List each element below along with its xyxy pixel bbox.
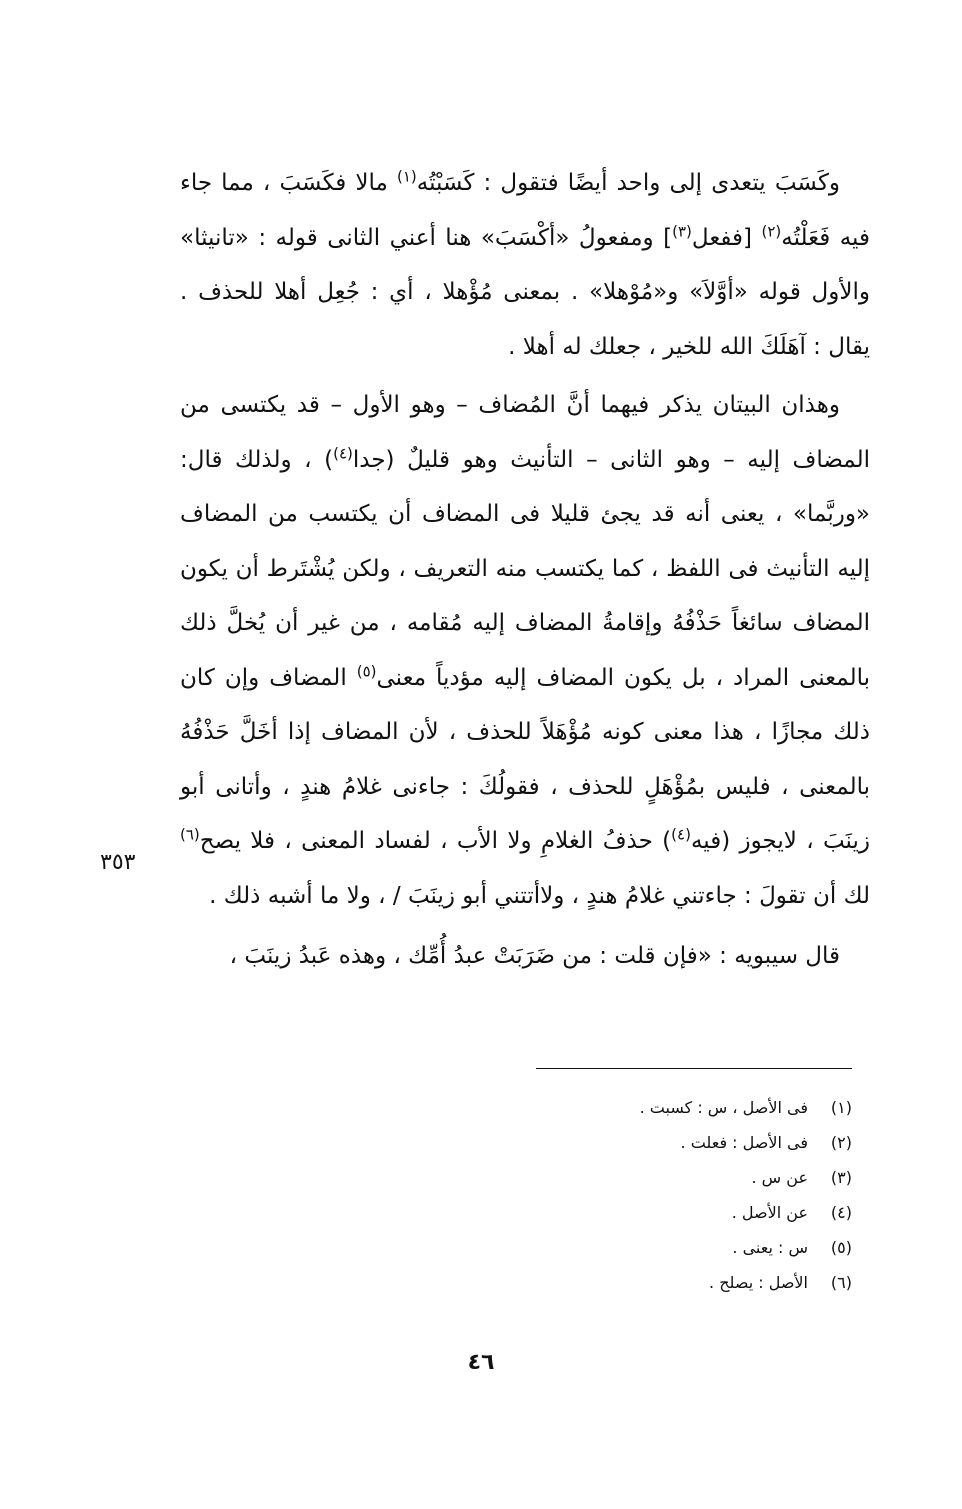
- footnotes-list: [452, 1090, 852, 1300]
- footnote-number: (٦): [830, 1273, 852, 1292]
- paragraph-2-text-3: المضاف وإن كان ذلك مجازًا ، هذا معنى كونه مُؤْهَلاً للحذف ، لأن المضاف إذا أخَلَّ حَذْفُهُ بالمعنى ، فليس بمُؤْهَلٍ للحذف ، فقولُكَ : جاءنى غلامُ هندٍ ، وأتانى أبو زينَبَ ، لايجوز (فيه: [180, 664, 870, 854]
- footnote-number: (٤): [830, 1203, 852, 1222]
- footnote-marker: (٤): [333, 443, 353, 462]
- footnote-marker: (٤): [671, 825, 691, 844]
- footnote-text: الأصل : يصلح .: [709, 1273, 808, 1292]
- paragraph-1-text-1: وكَسَبَ يتعدى إلى واحد أيضًا فتقول : كَسَبْتُه: [416, 170, 840, 196]
- paragraph-1-text-2: مالا فكَسَبَ ، مما جاء فيه فَعَلْتُه: [180, 170, 870, 251]
- paragraph-2: [180, 378, 870, 923]
- footnote-marker: (٣): [672, 221, 692, 240]
- main-text: [180, 156, 870, 984]
- footnote-marker: (٢): [761, 221, 782, 240]
- footnote-text: عن الأصل .: [731, 1203, 808, 1222]
- footnote-item: [452, 1230, 852, 1265]
- footnote-item: [452, 1195, 852, 1230]
- paragraph-2-text-5: لك أن تقولَ : جاءتني غلامُ هندٍ ، ولاأتتني أبو زينَبَ / ، ولا ما أشبه ذلك .: [209, 882, 870, 909]
- footnote-text: عن س .: [751, 1168, 808, 1187]
- footnote-number: (٥): [830, 1238, 852, 1257]
- footnote-marker: (٦): [180, 825, 200, 844]
- footnote-number: (١): [830, 1098, 852, 1117]
- paragraph-1-text-4: ] ومفعولُ «أكْسَبَ» هنا أعني الثانى قوله : «تانيثا» والأول قوله «أوَّلاَ» و«مُوْهلا» . بمعنى مُؤْهلا ، أي : جُعِل أهلا للحذف . يقال : آهَلَكَ الله للخير ، جعلك له أهلا .: [180, 224, 870, 360]
- footnote-marker: (٥): [356, 661, 377, 680]
- paragraph-1: [180, 156, 870, 374]
- paragraph-2-text-4: ) حذفُ الغلامِ ولا الأب ، لفساد المعنى ، فلا يصح: [199, 828, 672, 854]
- margin-page-reference: ٣٥٣: [100, 850, 136, 875]
- footnote-item: [452, 1125, 852, 1160]
- paragraph-3: قال سيبويه : «فإن قلت : من ضَرَبَتْ عبدُ أُمِّك ، وهذه عَبدُ زينَبَ ،: [229, 943, 840, 969]
- footnote-text: فى الأصل : فعلت .: [680, 1133, 808, 1152]
- footnote-item: [452, 1090, 852, 1125]
- paragraph-2-text-1: وهذان البيتان يذكر فيهما أنَّ المُضاف – وهو الأول – قد يكتسى من المضاف إليه – وهو الثانى – التأنيث وهو قليلٌ (جدا: [180, 392, 871, 473]
- footnote-number: (٢): [830, 1133, 852, 1152]
- paragraph-2-text-2: ) ، ولذلك قال: «وربَّما» ، يعنى أنه قد يجئ قليلا فى المضاف أن يكتسب من المضاف إليه التأنيث فى اللفظ ، كما يكتسب منه التعريف ، ولكن يُشْتَرط أن يكون المضاف سائغاً حَذْفُهُ وإقامةُ المضاف إليه مُقامه ، من غير أن يُخلَّ ذلك بالمعنى المراد ، بل يكون المضاف إليه مؤدياً معنى: [180, 446, 870, 691]
- footnote-item: [452, 1160, 852, 1195]
- footnote-text: فى الأصل ، س : كسبت .: [639, 1098, 808, 1117]
- page-number: ٤٦: [467, 1350, 495, 1375]
- paragraph-1-text-3: [ففعل: [691, 224, 762, 251]
- footnote-separator: [536, 1068, 852, 1069]
- footnote-marker: (١): [396, 167, 417, 186]
- footnote-text: س : يعنى .: [732, 1238, 808, 1257]
- footnote-number: (٣): [830, 1168, 852, 1187]
- footnote-item: [452, 1265, 852, 1300]
